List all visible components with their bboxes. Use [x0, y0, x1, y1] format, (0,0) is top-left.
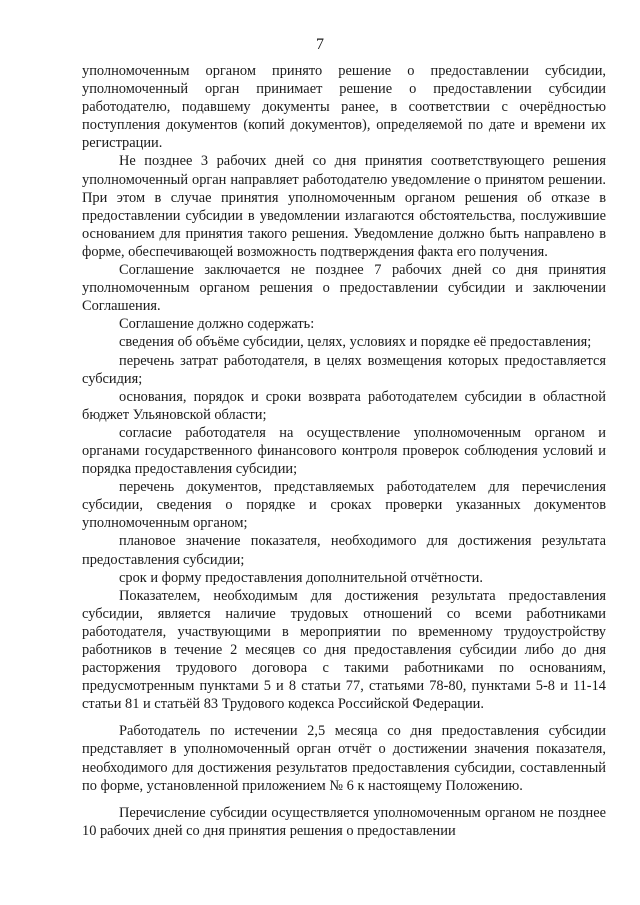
list-item-reporting: срок и форму предоставления дополнительной отчётности.: [119, 569, 483, 586]
list-item-consent: согласие работодателя на осуществление уполномоченным органом и органами государственного финансового контроля проверок соблюдения условий и порядка предоставления субсидии;: [82, 424, 606, 478]
paragraph-transfer: Перечисление субсидии осуществляется уполномоченным органом не позднее 10 рабочих дней со дня принятия решения о предоставлении: [82, 804, 606, 839]
document-body: [82, 62, 606, 840]
list-item-subsidy-info: сведения об объёме субсидии, целях, условиях и порядке её предоставления;: [119, 334, 592, 351]
paragraph-agreement-term: Соглашение заключается не позднее 7 рабочих дней со дня принятия уполномоченным органом решения о предоставлении субсидии и заключении Соглашения.: [82, 262, 606, 315]
list-item-documents: перечень документов, представляемых работодателем для перечисления субсидии, сведения о порядке и сроках проверки указанных документов уполномоченным органом;: [82, 479, 606, 532]
page-number: 7: [316, 36, 324, 53]
paragraph-indicator-definition: Показателем, необходимым для достижения результата предоставления субсидии, является наличие трудовых отношений со всеми работниками работодателя, участвующими в мероприятии по временному трудоустройству работников в течение 2 месяцев со дня предоставления субсидии либо до дня расторжения трудового договора с такими работниками по основаниям, предусмотренным пунктами 5 и 8 статьи 77, статьями 78-80, пунктами 5-8 и 11-14 статьи 81 и статьёй 83 Трудового кодекса Российской Федерации.: [82, 587, 606, 713]
list-item-return: основания, порядок и сроки возврата работодателем субсидии в областной бюджет Ульяновской области;: [82, 388, 606, 423]
list-item-indicator: плановое значение показателя, необходимого для достижения результата предоставления субсидии;: [82, 533, 606, 568]
list-item-costs: перечень затрат работодателя, в целях возмещения которых предоставляется субсидия;: [82, 352, 606, 387]
paragraph-agreement-contents: Соглашение должно содержать:: [119, 316, 315, 333]
paragraph-report: Работодатель по истечении 2,5 месяца со дня предоставления субсидии представляет в уполномоченный орган отчёт о достижении значения показателя, необходимого для достижения результатов предоставления субсидии, составленный по форме, установленной приложением № 6 к настоящему Положению.: [82, 723, 606, 794]
paragraph-continuation: уполномоченным органом принято решение о предоставлении субсидии, уполномоченный орган принимает решение о предоставлении субсидии работодателю, подавшему документы ранее, в соответствии с очерёдностью поступления документов (копий документов), определяемой по дате и времени их регистрации.: [82, 63, 606, 152]
paragraph-notification: Не позднее 3 рабочих дней со дня принятия соответствующего решения уполномоченный орган направляет работодателю уведомление о принятом решении. При этом в случае принятия уполномоченным органом решения об отказе в предоставлении субсидии в уведомлении излагаются обстоятельства, послужившие основанием для принятия такого решения. Уведомление должно быть направлено в форме, обеспечивающей возможность подтверждения факта его получения.: [82, 153, 606, 260]
